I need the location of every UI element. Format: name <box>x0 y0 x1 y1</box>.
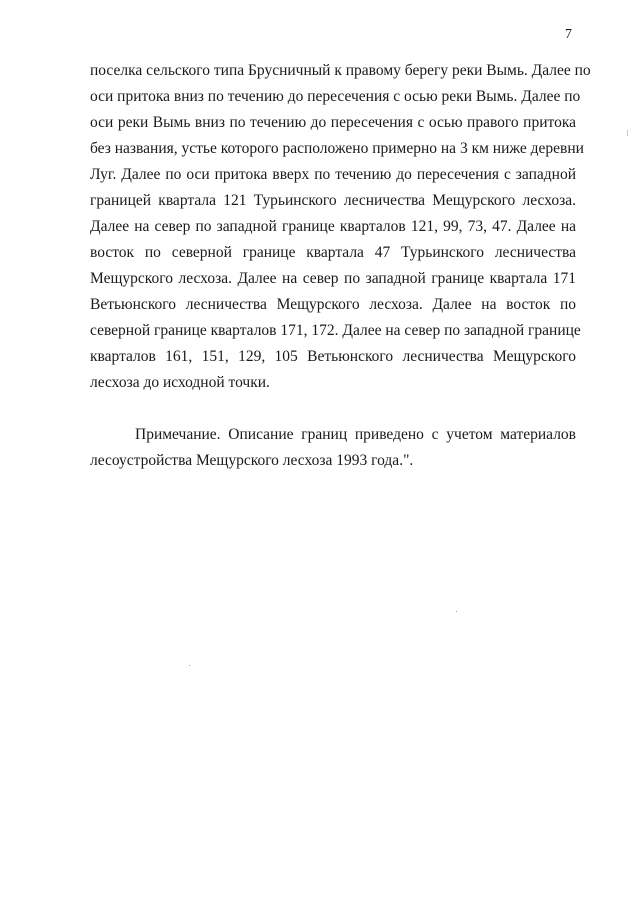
paragraph-line: кварталов 161, 151, 129, 105 Ветьюнского лесничества Мещурского <box>90 348 576 365</box>
note-line: лесоустройства Мещурского лесхоза 1993 года.". <box>90 452 414 469</box>
scan-speck <box>456 611 457 612</box>
paragraph-line: Луг. Далее по оси притока вверх по течению до пересечения с западной <box>90 166 576 183</box>
paragraph-line: оси реки Вымь вниз по течению до пересечения с осью правого притока <box>90 114 576 131</box>
scan-speck <box>189 665 190 666</box>
scan-speck <box>627 130 628 136</box>
page-number: 7 <box>565 27 572 42</box>
paragraph-line: поселка сельского типа Брусничный к правому берегу реки Вымь. Далее по <box>90 62 591 79</box>
paragraph-line: оси притока вниз по течению до пересечения с осью реки Вымь. Далее по <box>90 88 581 105</box>
note-paragraph <box>90 422 576 474</box>
paragraph-line: лесхоза до исходной точки. <box>90 374 270 391</box>
paragraph-line: северной границе кварталов 171, 172. Далее на север по западной границе <box>90 322 581 339</box>
paragraph-line: восток по северной границе квартала 47 Турьинского лесничества <box>90 244 576 261</box>
paragraph-line: Ветьюнского лесничества Мещурского лесхоза. Далее на восток по <box>90 296 576 313</box>
note-line: Примечание. Описание границ приведено с учетом материалов <box>135 426 576 443</box>
boundary-description-paragraph <box>90 58 591 396</box>
paragraph-line: Далее на север по западной границе кварталов 121, 99, 73, 47. Далее на <box>90 218 576 235</box>
paragraph-line: без названия, устье которого расположено примерно на 3 км ниже деревни <box>90 140 584 157</box>
paragraph-line: границей квартала 121 Турьинского лесничества Мещурского лесхоза. <box>90 192 576 209</box>
paragraph-line: Мещурского лесхоза. Далее на север по западной границе квартала 171 <box>90 270 576 287</box>
